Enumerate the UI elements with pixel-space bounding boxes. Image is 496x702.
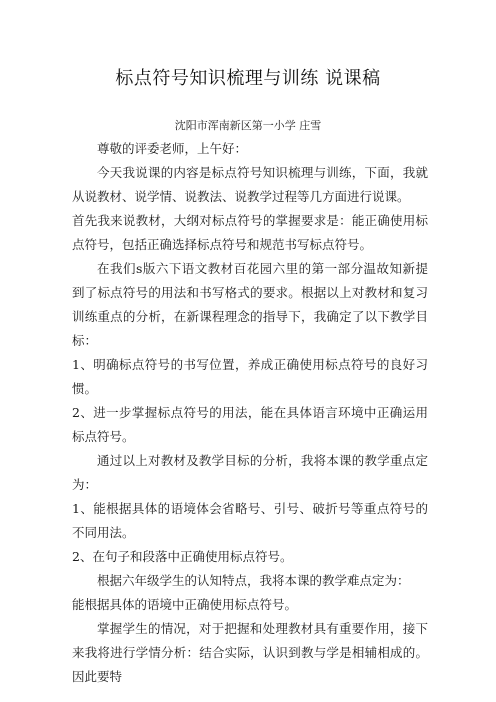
document-title: 标点符号知识梳理与训练 说课稿 [115,68,381,89]
paragraph-difficulty-intro: 根据六年级学生的认知特点，我将本课的教学难点定为： [97,573,410,588]
paragraph-textbook: 首先我来说教材，大纲对标点符号的掌握要求是：能正确使用标点符号，包括正确选择标点符号和规范书写标点符号。 [72,213,428,252]
paragraph-difficulty: 能根据具体的语境中正确使用标点符号。 [72,597,298,612]
document-body [72,137,428,689]
paragraph-keypoint-2: 2、在句子和段落中正确使用标点符号。 [72,549,293,564]
document-author: 沈阳市浑南新区第一小学 庄雪 [174,119,322,132]
paragraph-keypoints-intro: 通过以上对教材及教学目标的分析，我将本课的教学重点定为： [72,453,428,492]
paragraph-greeting: 尊敬的评委老师，上午好： [97,141,248,156]
paragraph-goal-2: 2、进一步掌握标点符号的用法，能在具体语言环境中正确运用标点符号。 [72,405,428,444]
paragraph-intro: 今天我说课的内容是标点符号知识梳理与训练，下面，我就从说教材、说学情、说教法、说教学过程等几方面进行说课。 [72,165,428,204]
paragraph-goals-intro: 在我们s版六下语文教材百花园六里的第一部分温故知新提到了标点符号的用法和书写格式的要求。根据以上对教材和复习训练重点的分析，在新课程理念的指导下，我确定了以下教学目标： [72,261,428,348]
paragraph-keypoint-1: 1、能根据具体的语境体会省略号、引号、破折号等重点符号的不同用法。 [72,501,428,540]
paragraph-learner-analysis: 掌握学生的情况，对于把握和处理教材具有重要作用，接下来我将进行学情分析：结合实际，认识到教与学是相辅相成的。因此要特 [72,621,428,684]
paragraph-goal-1: 1、明确标点符号的书写位置，养成正确使用标点符号的良好习惯。 [72,357,428,396]
